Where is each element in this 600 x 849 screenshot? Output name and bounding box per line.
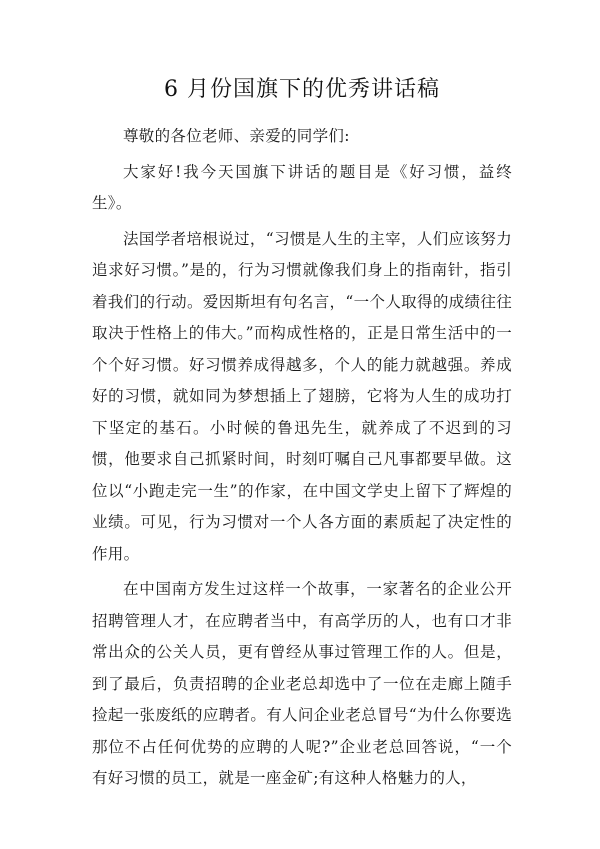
paragraph-greeting: 尊敬的各位老师、亲爱的同学们: <box>123 127 350 145</box>
document-title: 6 月份国旗下的优秀讲话稿 <box>164 77 440 102</box>
paragraph-story: 在中国南方发生过这样一个故事，一家著名的企业公开招聘管理人才，在应聘者当中，有高学历的人，也有口才非常出众的公关人员，更有曾经从事过管理工作的人。但是，到了最后，负责招聘的企业老总却选中了一位在走廊上随手捡起一张废纸的应聘者。有人问企业老总冒号“为什么你要选那位不占任何优势的应聘的人呢?”企业老总回答说，“一个有好习惯的员工，就是一座金矿;有这种人格魅力的人， <box>92 580 512 787</box>
paragraph-intro: 大家好!我今天国旗下讲话的题目是《好习惯，益终生》。 <box>92 162 512 212</box>
paragraph-habits: 法国学者培根说过，“习惯是人生的主宰，人们应该努力追求好习惯。”是的，行为习惯就像我们身上的指南针，指引着我们的行动。爱因斯坦有句名言，“一个人取得的成绩往往取决于性格上的伟大。”而构成性格的，正是日常生活中的一个个好习惯。好习惯养成得越多，个人的能力就越强。养成好的习惯，就如同为梦想插上了翅膀，它将为人生的成功打下坚定的基石。小时候的鲁迅先生，就养成了不迟到的习惯，他要求自己抓紧时间，时刻叮嘱自己凡事都要早做。这位以“小跑走完一生”的作家，在中国文学史上留下了辉煌的业绩。可见，行为习惯对一个人各方面的素质起了决定性的作用。 <box>92 229 512 563</box>
